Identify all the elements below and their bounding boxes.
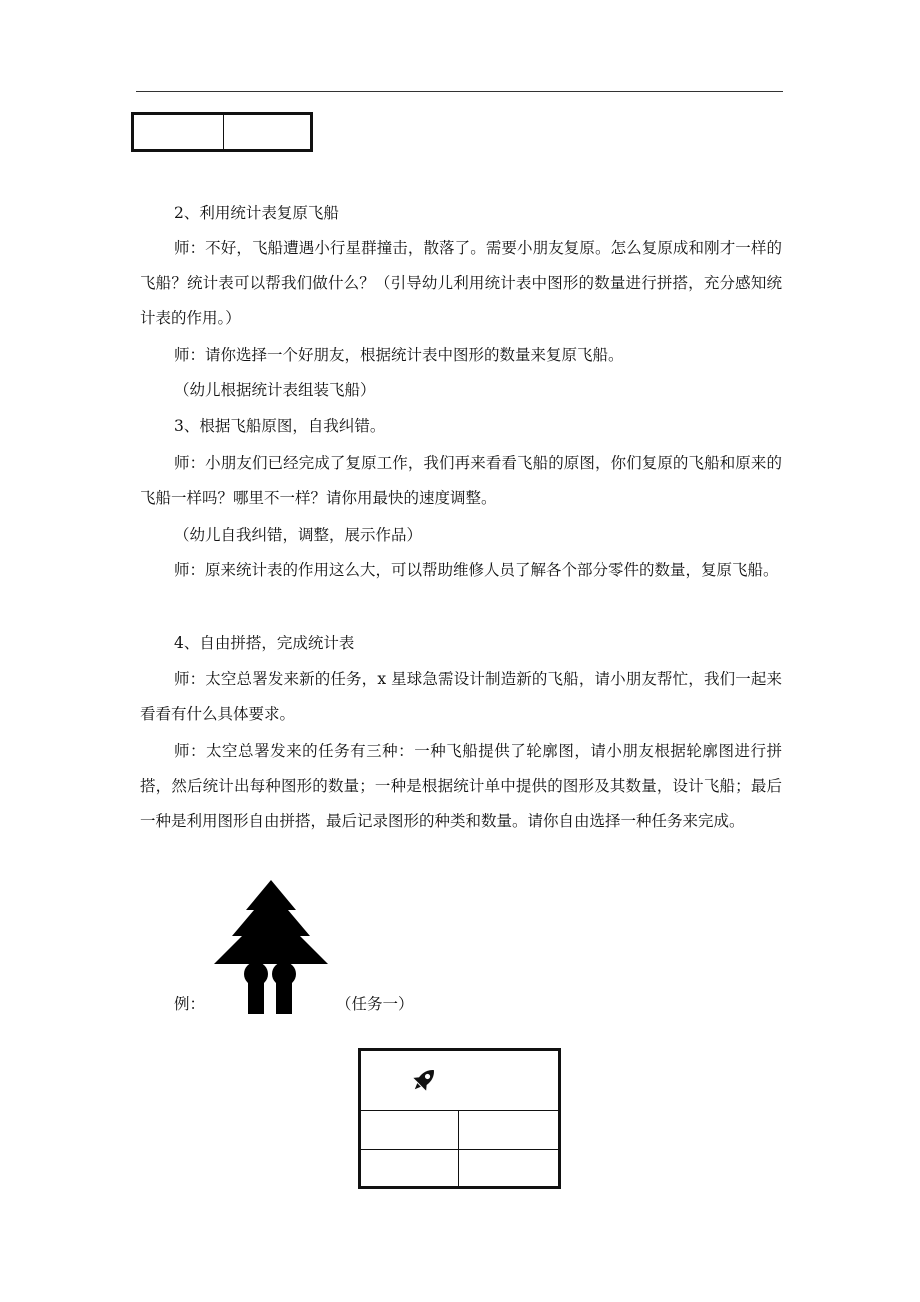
rocket-silhouette-icon: [214, 880, 328, 1014]
section-2-paragraph-1: 师：不好，飞船遭遇小行星群撞击，散落了。需要小朋友复原。怎么复原成和刚才一样的飞船？统计表可以帮我们做什么？（引导幼儿利用统计表中图形的数量进行拼搭，充分感知统计表的作用。）: [140, 239, 782, 327]
section-2-paragraph-2: 师：请你选择一个好朋友，根据统计表中图形的数量来复原飞船。: [174, 346, 624, 364]
task-one-label: （任务一）: [336, 995, 414, 1013]
header-rule: [136, 91, 783, 92]
stat-table-cell: [459, 1150, 558, 1188]
rocket-icon: [407, 1065, 441, 1095]
stat-table-cell: [224, 115, 310, 149]
section-4-heading: 4、自由拼搭，完成统计表: [174, 634, 355, 652]
stat-table-cell: [459, 1111, 558, 1149]
stat-table-header: [361, 1051, 558, 1111]
stat-table-bottom: [358, 1048, 561, 1189]
section-2-heading: 2、利用统计表复原飞船: [174, 204, 339, 222]
section-2-paragraph-3: （幼儿根据统计表组装飞船）: [174, 381, 376, 399]
stat-table-row: [361, 1150, 558, 1188]
example-label: 例：: [174, 995, 206, 1013]
section-3-heading: 3、根据飞船原图，自我纠错。: [174, 417, 386, 435]
stat-table-row: [361, 1111, 558, 1150]
section-4-paragraph-1: 师：太空总署发来新的任务，x 星球急需设计制造新的飞船，请小朋友帮忙，我们一起来看看有什么具体要求。: [140, 670, 782, 723]
stat-table-cell: [361, 1150, 459, 1188]
section-3-paragraph-2: （幼儿自我纠错，调整，展示作品）: [174, 526, 423, 544]
stat-table-top: [131, 112, 313, 152]
section-4-paragraph-2: 师：太空总署发来的任务有三种：一种飞船提供了轮廓图，请小朋友根据轮廓图进行拼搭，然后统计出每种图形的数量；一种是根据统计单中提供的图形及其数量，设计飞船；最后一种是利用图形自由拼搭，最后记录图形的种类和数量。请你自由选择一种任务来完成。: [140, 742, 782, 830]
stat-table-cell: [134, 115, 224, 149]
section-3-paragraph-3: 师：原来统计表的作用这么大，可以帮助维修人员了解各个部分零件的数量，复原飞船。: [174, 561, 779, 579]
stat-table-cell: [361, 1111, 459, 1149]
section-3-paragraph-1: 师：小朋友们已经完成了复原工作，我们再来看看飞船的原图，你们复原的飞船和原来的飞船一样吗？哪里不一样？请你用最快的速度调整。: [140, 454, 782, 507]
